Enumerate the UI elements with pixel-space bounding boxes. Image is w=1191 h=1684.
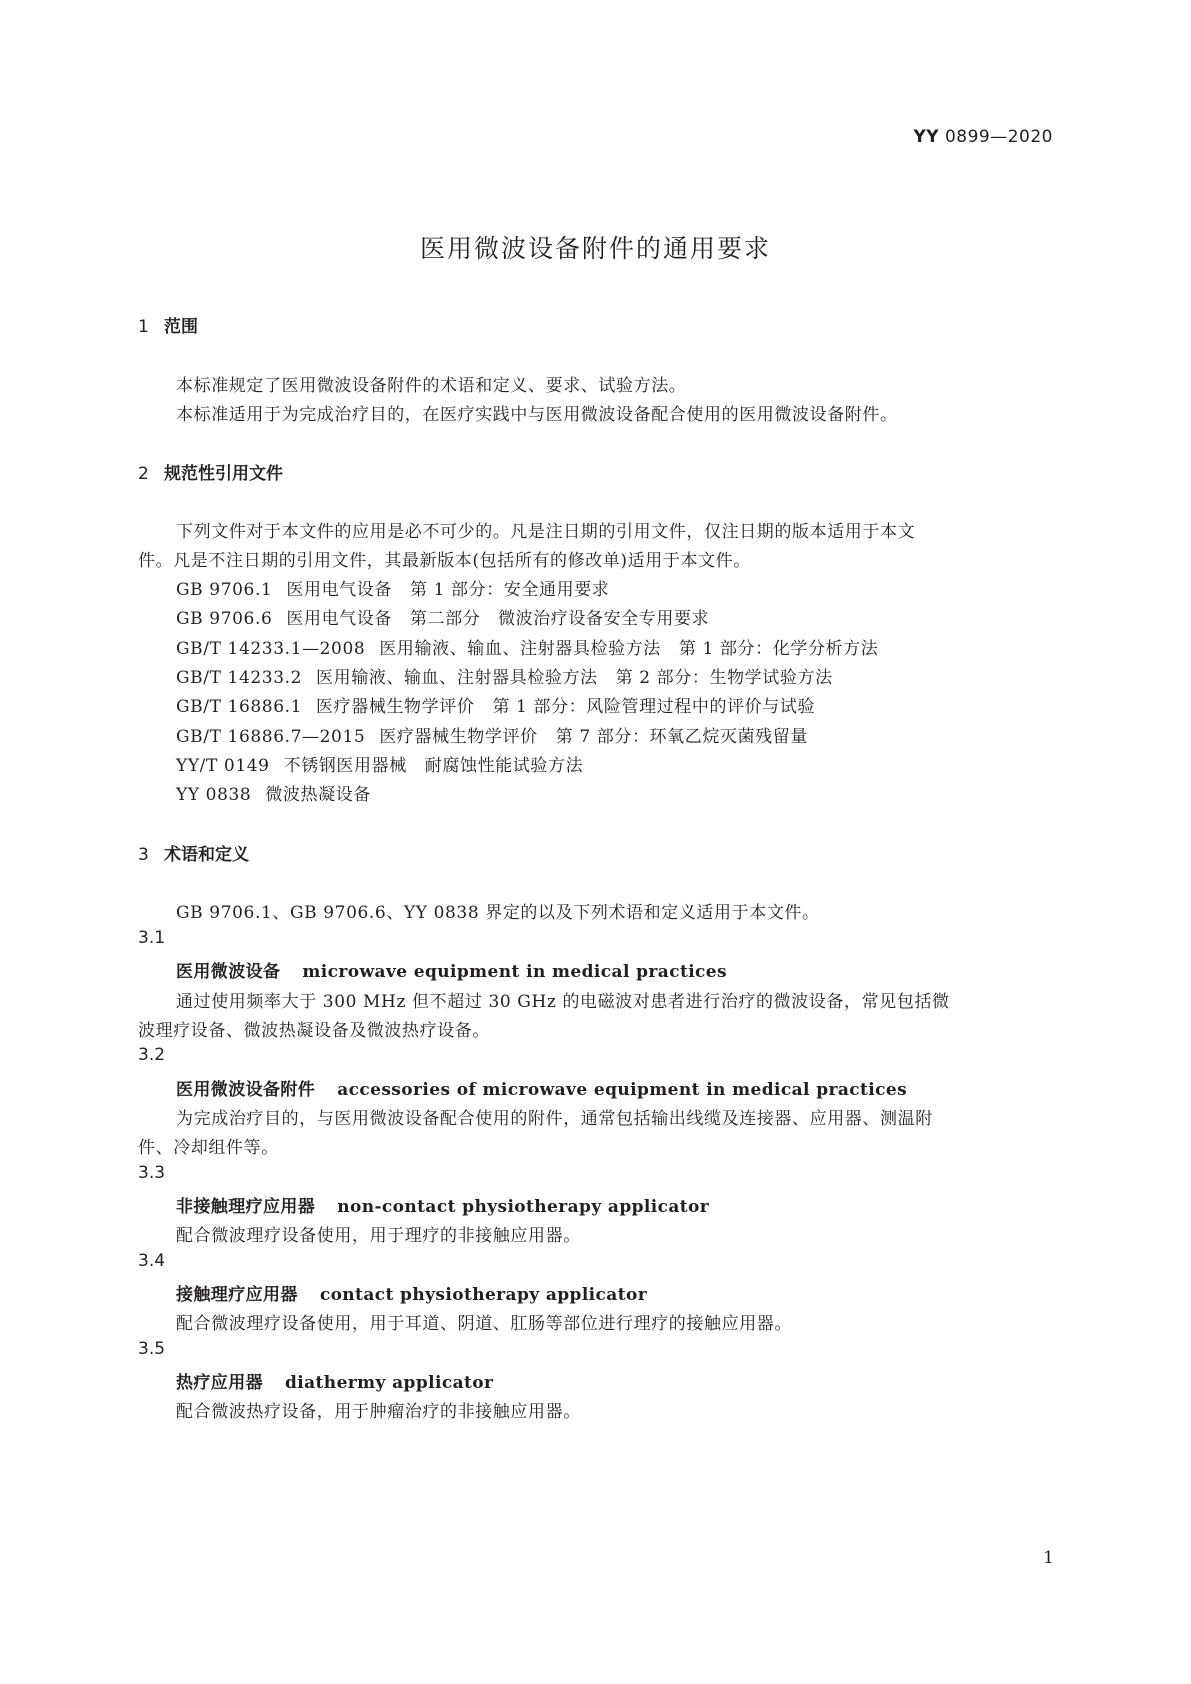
section-1-paragraph-2: 本标准适用于为完成治疗目的，在医疗实践中与医用微波设备配合使用的医用微波设备附件。 [176, 405, 898, 425]
term-definition: 配合微波理疗设备使用，用于耳道、阴道、肛肠等部位进行理疗的接触应用器。 [176, 1314, 792, 1334]
term-definition: 通过使用频率大于 300 MHz 但不超过 30 GHz 的电磁波对患者进行治疗的微波设备，常见包括微 [176, 992, 950, 1012]
reference-item: GB 9706.6 医用电气设备 第二部分 微波治疗设备安全专用要求 [176, 609, 710, 629]
term-number: 3.1 [138, 928, 166, 948]
term-heading: 医用微波设备附件 accessories of microwave equipment in medical practices [176, 1080, 908, 1100]
standard-code-prefix: YY [913, 127, 940, 147]
reference-item: YY/T 0149 不锈钢医用器械 耐腐蚀性能试验方法 [176, 756, 584, 776]
section-2-intro-line-2: 件。凡是不注日期的引用文件，其最新版本(包括所有的修改单)适用于本文件。 [138, 551, 751, 571]
standard-code [913, 127, 1053, 147]
reference-item: GB/T 16886.1 医疗器械生物学评价 第 1 部分：风险管理过程中的评价与试验 [176, 697, 816, 717]
term-number: 3.3 [138, 1163, 166, 1183]
reference-item: GB/T 14233.1—2008 医用输液、输血、注射器具检验方法 第 1 部分：化学分析方法 [176, 639, 879, 659]
term-definition-continued: 件、冷却组件等。 [138, 1138, 279, 1158]
section-2-heading: 2 规范性引用文件 [138, 464, 283, 484]
reference-item: GB 9706.1 医用电气设备 第 1 部分：安全通用要求 [176, 580, 610, 600]
section-1-paragraph-1: 本标准规定了医用微波设备附件的术语和定义、要求、试验方法。 [176, 376, 687, 396]
term-definition-continued: 波理疗设备、微波热凝设备及微波热疗设备。 [138, 1021, 490, 1041]
section-1-heading: 1 范围 [138, 317, 198, 337]
document-title: 医用微波设备附件的通用要求 [419, 234, 771, 263]
term-heading: 接触理疗应用器 contact physiotherapy applicator [176, 1285, 648, 1305]
section-3-intro: GB 9706.1、GB 9706.6、YY 0838 界定的以及下列术语和定义适用于本文件。 [176, 903, 820, 923]
term-heading: 热疗应用器 diathermy applicator [176, 1373, 494, 1393]
page-number: 1 [1043, 1548, 1054, 1568]
term-number: 3.5 [138, 1339, 166, 1359]
reference-item: YY 0838 微波热凝设备 [176, 785, 371, 805]
standard-code-number: 0899—2020 [944, 127, 1053, 147]
term-number: 3.2 [138, 1045, 166, 1065]
term-definition: 配合微波热疗设备，用于肿瘤治疗的非接触应用器。 [176, 1402, 581, 1422]
section-3-heading: 3 术语和定义 [138, 845, 249, 865]
term-number: 3.4 [138, 1251, 166, 1271]
term-definition: 配合微波理疗设备使用，用于理疗的非接触应用器。 [176, 1226, 581, 1246]
reference-item: GB/T 14233.2 医用输液、输血、注射器具检验方法 第 2 部分：生物学试验方法 [176, 668, 833, 688]
section-2-intro-line-1: 下列文件对于本文件的应用是必不可少的。凡是注日期的引用文件，仅注日期的版本适用于本文 [176, 522, 916, 542]
term-heading: 医用微波设备 microwave equipment in medical practices [176, 962, 727, 982]
term-heading: 非接触理疗应用器 non-contact physiotherapy applicator [176, 1197, 710, 1217]
term-definition: 为完成治疗目的，与医用微波设备配合使用的附件，通常包括输出线缆及连接器、应用器、测温附 [176, 1109, 933, 1129]
reference-item: GB/T 16886.7—2015 医疗器械生物学评价 第 7 部分：环氧乙烷灭菌残留量 [176, 727, 808, 747]
